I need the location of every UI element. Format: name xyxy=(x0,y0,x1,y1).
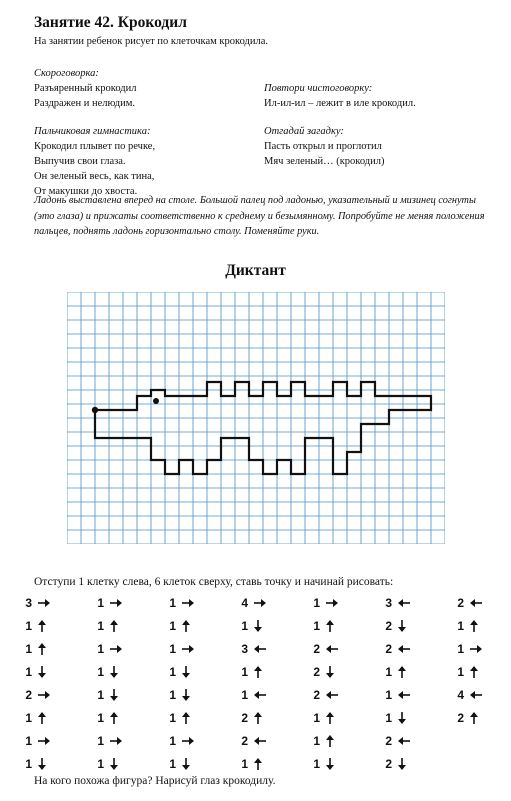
arrow-down-icon xyxy=(109,757,119,771)
dictation-step xyxy=(94,711,119,725)
finger-gym-line-4: От макушки до хвоста. xyxy=(34,186,138,197)
dictation-step xyxy=(238,619,263,633)
arrow-up-icon xyxy=(109,619,119,633)
step-count: 1 xyxy=(169,688,176,702)
step-count: 4 xyxy=(241,596,248,610)
step-count: 1 xyxy=(457,665,464,679)
arrow-right-icon xyxy=(37,736,51,746)
arrow-left-icon xyxy=(469,598,483,608)
arrow-down-icon xyxy=(397,711,407,725)
dictation-step xyxy=(166,734,195,748)
dictation-step xyxy=(454,596,483,610)
arrow-down-icon xyxy=(397,757,407,771)
step-count: 1 xyxy=(313,596,320,610)
arrow-down-icon xyxy=(37,665,47,679)
arrow-up-icon xyxy=(253,757,263,771)
step-count: 1 xyxy=(25,757,32,771)
step-count: 1 xyxy=(313,757,320,771)
arrow-right-icon xyxy=(253,598,267,608)
step-count: 1 xyxy=(385,665,392,679)
step-count: 1 xyxy=(97,688,104,702)
dictation-step xyxy=(22,596,51,610)
step-count: 4 xyxy=(457,688,464,702)
riddle-line-2: Мяч зеленый… (крокодил) xyxy=(264,156,385,167)
dictation-step xyxy=(22,734,51,748)
step-count: 1 xyxy=(169,757,176,771)
dictation-step xyxy=(382,642,411,656)
arrow-left-icon xyxy=(325,690,339,700)
dictation-step xyxy=(310,711,335,725)
dictation-step xyxy=(94,642,123,656)
graph-paper-grid xyxy=(67,292,445,544)
finger-gym-line-3: Он зеленый весь, как тина, xyxy=(34,171,155,182)
dictation-step xyxy=(382,757,407,771)
dictation-step xyxy=(382,665,407,679)
closing-question: На кого похожа фигура? Нарисуй глаз крокодилу. xyxy=(34,775,276,787)
arrow-up-icon xyxy=(37,711,47,725)
step-count: 1 xyxy=(313,711,320,725)
step-count: 2 xyxy=(385,757,392,771)
step-count: 1 xyxy=(241,757,248,771)
step-count: 1 xyxy=(169,711,176,725)
step-count: 1 xyxy=(241,665,248,679)
arrow-right-icon xyxy=(181,598,195,608)
step-count: 2 xyxy=(313,688,320,702)
step-count: 1 xyxy=(97,596,104,610)
arrow-down-icon xyxy=(181,688,191,702)
step-count: 1 xyxy=(169,596,176,610)
arrow-down-icon xyxy=(109,665,119,679)
step-count: 1 xyxy=(241,619,248,633)
dictation-step xyxy=(166,757,191,771)
arrow-up-icon xyxy=(253,665,263,679)
dictation-step xyxy=(238,688,267,702)
arrow-down-icon xyxy=(325,665,335,679)
dictation-step xyxy=(454,711,479,725)
dictation-step xyxy=(382,688,411,702)
arrow-down-icon xyxy=(325,757,335,771)
dictation-step xyxy=(310,642,339,656)
step-count: 3 xyxy=(25,596,32,610)
dictation-step xyxy=(166,711,191,725)
dictation-step xyxy=(94,665,119,679)
arrow-right-icon xyxy=(109,736,123,746)
arrow-up-icon xyxy=(181,711,191,725)
step-count: 1 xyxy=(25,711,32,725)
dictation-step xyxy=(238,757,263,771)
finger-exercise-note: Ладонь выставлена вперед на столе. Большой палец под ладонью, указательный и мизинец согнуты (это глаза) и прижаты соответственно к среднему и безымянному. Попробуйте не меняя положения пальцев, поднять ладонь горизонтально столу. Поменяйте руки. xyxy=(34,195,485,237)
arrow-right-icon xyxy=(181,644,195,654)
dictation-step xyxy=(454,619,479,633)
dictation-step xyxy=(310,757,335,771)
dictation-step xyxy=(238,711,263,725)
dictation-instruction: Отступи 1 клетку слева, 6 клеток сверху, ставь точку и начинай рисовать: xyxy=(34,576,394,588)
step-count: 1 xyxy=(241,688,248,702)
step-count: 1 xyxy=(313,619,320,633)
dictation-step xyxy=(310,596,339,610)
dictation-step xyxy=(166,642,195,656)
dictation-step xyxy=(454,642,483,656)
step-count: 1 xyxy=(97,642,104,656)
tongue-twister-line-1: Разъяренный крокодил xyxy=(34,83,137,94)
dictation-step xyxy=(94,757,119,771)
dictation-step xyxy=(310,734,335,748)
arrow-up-icon xyxy=(469,711,479,725)
arrow-up-icon xyxy=(109,711,119,725)
arrow-left-icon xyxy=(253,736,267,746)
step-count: 1 xyxy=(385,711,392,725)
repeat-heading: Повтори чистоговорку: xyxy=(264,83,373,94)
dictation-step xyxy=(166,665,191,679)
step-count: 1 xyxy=(457,642,464,656)
step-count: 2 xyxy=(241,734,248,748)
step-count: 3 xyxy=(241,642,248,656)
step-count: 1 xyxy=(25,642,32,656)
arrow-right-icon xyxy=(109,644,123,654)
step-count: 1 xyxy=(385,688,392,702)
step-count: 2 xyxy=(457,711,464,725)
dictation-step xyxy=(310,665,335,679)
step-count: 2 xyxy=(457,596,464,610)
dictation-step xyxy=(382,619,407,633)
dictation-step xyxy=(238,734,267,748)
dictation-step xyxy=(382,734,411,748)
arrow-down-icon xyxy=(181,665,191,679)
dictation-step xyxy=(94,688,119,702)
arrow-down-icon xyxy=(181,757,191,771)
step-count: 1 xyxy=(25,619,32,633)
dictation-step xyxy=(94,734,123,748)
step-count: 1 xyxy=(97,619,104,633)
repeat-line: Ил-ил-ил – лежит в иле крокодил. xyxy=(264,98,416,109)
arrow-left-icon xyxy=(397,736,411,746)
page-title: Занятие 42. Крокодил xyxy=(34,14,187,31)
step-count: 2 xyxy=(313,665,320,679)
dictation-step xyxy=(22,619,47,633)
arrow-up-icon xyxy=(253,711,263,725)
arrow-up-icon xyxy=(469,619,479,633)
arrow-left-icon xyxy=(397,690,411,700)
dictation-step xyxy=(22,688,51,702)
riddle-heading: Отгадай загадку: xyxy=(264,126,344,137)
arrow-left-icon xyxy=(253,644,267,654)
tongue-twister-line-2: Раздражен и нелюдим. xyxy=(34,98,136,109)
dictation-step xyxy=(238,596,267,610)
arrow-up-icon xyxy=(325,619,335,633)
step-count: 1 xyxy=(457,619,464,633)
arrow-right-icon xyxy=(181,736,195,746)
arrow-right-icon xyxy=(109,598,123,608)
arrow-down-icon xyxy=(397,619,407,633)
arrow-up-icon xyxy=(37,619,47,633)
arrow-up-icon xyxy=(469,665,479,679)
finger-gym-line-1: Крокодил плывет по речке, xyxy=(34,141,156,152)
arrow-down-icon xyxy=(253,619,263,633)
dictation-step xyxy=(22,757,47,771)
arrow-left-icon xyxy=(397,598,411,608)
step-count: 1 xyxy=(313,734,320,748)
dictation-step xyxy=(382,711,407,725)
dictation-step xyxy=(454,688,483,702)
dictation-step xyxy=(166,688,191,702)
arrow-left-icon xyxy=(325,644,339,654)
step-count: 2 xyxy=(385,619,392,633)
step-count: 1 xyxy=(25,734,32,748)
arrow-left-icon xyxy=(397,644,411,654)
arrow-left-icon xyxy=(469,690,483,700)
step-count: 1 xyxy=(97,711,104,725)
dictation-step xyxy=(22,642,47,656)
step-count: 2 xyxy=(313,642,320,656)
step-count: 1 xyxy=(97,665,104,679)
arrow-up-icon xyxy=(397,665,407,679)
arrow-up-icon xyxy=(325,711,335,725)
step-count: 2 xyxy=(25,688,32,702)
step-count: 1 xyxy=(169,665,176,679)
step-count: 1 xyxy=(97,734,104,748)
step-count: 1 xyxy=(25,665,32,679)
step-count: 3 xyxy=(385,596,392,610)
intro-text: На занятии ребенок рисует по клеточкам крокодила. xyxy=(34,36,269,47)
step-count: 1 xyxy=(169,619,176,633)
dictation-step xyxy=(310,619,335,633)
step-count: 1 xyxy=(169,734,176,748)
arrow-up-icon xyxy=(181,619,191,633)
dictation-step xyxy=(454,665,479,679)
finger-gym-line-2: Выпучив свои глаза. xyxy=(34,156,126,167)
dictation-step xyxy=(22,711,47,725)
dictation-step xyxy=(94,596,123,610)
step-count: 2 xyxy=(385,734,392,748)
dictation-step xyxy=(238,642,267,656)
arrow-right-icon xyxy=(37,598,51,608)
dictation-step xyxy=(382,596,411,610)
dictation-step xyxy=(94,619,119,633)
arrow-up-icon xyxy=(325,734,335,748)
step-count: 2 xyxy=(241,711,248,725)
arrow-up-icon xyxy=(37,642,47,656)
arrow-down-icon xyxy=(37,757,47,771)
dictation-title: Диктант xyxy=(225,262,286,279)
arrow-right-icon xyxy=(37,690,51,700)
finger-gym-heading: Пальчиковая гимнастика: xyxy=(34,126,151,137)
arrow-down-icon xyxy=(109,688,119,702)
step-count: 1 xyxy=(169,642,176,656)
dictation-step xyxy=(166,596,195,610)
step-count: 2 xyxy=(385,642,392,656)
dictation-step xyxy=(166,619,191,633)
crocodile-eye xyxy=(153,398,159,404)
dictation-step xyxy=(22,665,47,679)
tongue-twister-heading: Скороговорка: xyxy=(34,68,99,79)
arrow-right-icon xyxy=(469,644,483,654)
riddle-line-1: Пасть открыл и проглотил xyxy=(264,141,382,152)
arrow-left-icon xyxy=(253,690,267,700)
step-count: 1 xyxy=(97,757,104,771)
arrow-right-icon xyxy=(325,598,339,608)
dictation-step xyxy=(238,665,263,679)
start-dot xyxy=(92,407,98,413)
dictation-step xyxy=(310,688,339,702)
